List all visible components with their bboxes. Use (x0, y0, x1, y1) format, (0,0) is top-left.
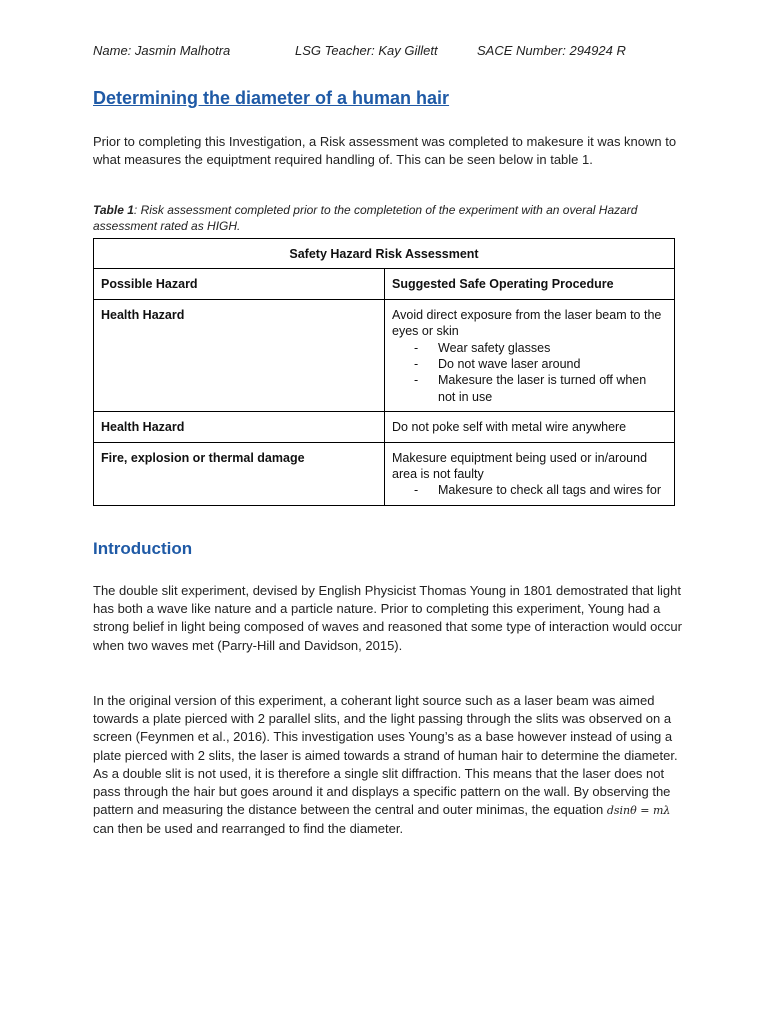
intro-paragraph: Prior to completing this Investigation, a Risk assessment was completed to makesure it was known to what measures the equiptment required handling of. This can be seen below in table 1. (93, 134, 677, 168)
paragraph-text: In the original version of this experiment, a coherant light source such as a laser beam was aimed towards a plate pierced with 2 parallel slits, and the light passing through the slits was observed on a screen (Feynmen et al., 2016). This investigation uses Young’s as a base however instead of using a plate pierced with 2 slits, the laser is aimed towards a strand of human hair to determine the diameter. As a double slit is not used, it is therefore a single slit diffraction. This means that the laser does not pass through the hair but goes around it and displays a specific pattern on the wall. By observing the pattern and measuring the distance between the central and outer minimas, the equation (93, 693, 678, 818)
column-header-hazard: Possible Hazard (94, 269, 385, 299)
table-header-row (94, 269, 675, 299)
procedure-cell (385, 442, 675, 505)
procedure-text: Makesure equiptment being used or in/around area is not faulty (392, 450, 648, 482)
table-caption-label: Table 1 (93, 203, 134, 217)
page-title: Determining the diameter of a human hair (93, 88, 450, 108)
introduction-heading: Introduction (93, 539, 193, 558)
procedure-bullet: - Makesure to check all tags and wires for (414, 482, 667, 498)
risk-assessment-table (93, 238, 675, 506)
hazard-cell: Fire, explosion or thermal damage (94, 442, 385, 505)
hazard-cell: Health Hazard (94, 299, 385, 411)
student-name: Name: Jasmin Malhotra (93, 43, 231, 58)
sace-number: SACE Number: 294924 R (477, 43, 626, 58)
table-row (94, 299, 675, 411)
procedure-text: Do not poke self with metal wire anywhere (392, 420, 627, 435)
procedure-bullet: - Do not wave laser around (414, 356, 667, 372)
procedure-cell (385, 412, 675, 442)
procedure-bullet: - Makesure the laser is turned off when not in use (414, 372, 667, 405)
table-row (94, 442, 675, 505)
column-header-procedure: Suggested Safe Operating Procedure (385, 269, 675, 299)
diffraction-equation: dsinθ = mλ (606, 804, 671, 818)
table-row (94, 412, 675, 442)
procedure-cell (385, 299, 675, 411)
hazard-cell: Health Hazard (94, 412, 385, 442)
procedure-bullets (392, 340, 667, 406)
procedure-bullets (392, 482, 667, 498)
introduction-paragraph-1: The double slit experiment, devised by English Physicist Thomas Young in 1801 demostrated that light has both a wave like nature and a particle nature. Prior to completing this experiment, Young had a strong belief in light being composed of waves and reasoned that some type of interaction would occur when two waves met (Parry-Hill and Davidson, 2015). (93, 583, 682, 653)
procedure-text: Avoid direct exposure from the laser beam to the eyes or skin (392, 307, 662, 339)
table-title: Safety Hazard Risk Assessment (94, 239, 675, 269)
paragraph-text: can then be used and rearranged to find the diameter. (93, 821, 404, 837)
procedure-bullet: - Wear safety glasses (414, 340, 667, 356)
introduction-paragraph-2 (93, 692, 683, 839)
table-caption (93, 203, 683, 234)
teacher-name: LSG Teacher: Kay Gillett (295, 43, 438, 58)
table-caption-text: : Risk assessment completed prior to the completetion of the experiment with an overal Hazard assessment rated as HIGH. (93, 203, 638, 233)
table-title-row (94, 239, 675, 269)
